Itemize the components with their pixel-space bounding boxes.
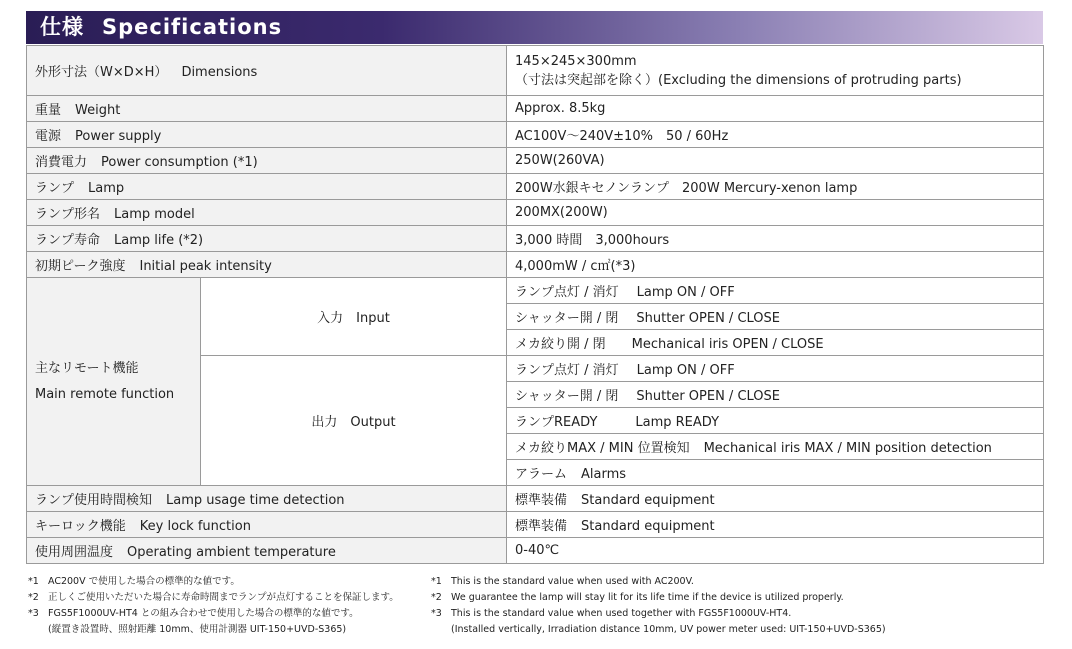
table-row [27,486,1044,512]
row-value: 250W(260VA) [507,148,1044,174]
spec-table [26,45,1044,564]
remote-item: ランプ点灯 / 消灯 Lamp ON / OFF [507,278,1044,304]
row-value: 0-40℃ [507,538,1044,564]
table-row [27,512,1044,538]
remote-item: シャッター開 / 閉 Shutter OPEN / CLOSE [507,382,1044,408]
row-value: AC100V～240V±10% 50 / 60Hz [507,122,1044,148]
remote-item: メカ絞り開 / 閉 Mechanical iris OPEN / CLOSE [507,330,1044,356]
remote-item: ランプREADY Lamp READY [507,408,1044,434]
footnotes-en [431,574,1051,638]
footnotes-jp [28,574,423,638]
row-label: 電源 Power supply [27,122,507,148]
row-label: 重量 Weight [27,96,507,122]
row-value: Approx. 8.5kg [507,96,1044,122]
row-value: 標準装備 Standard equipment [507,512,1044,538]
table-row [27,252,1044,278]
remote-output-label: 出力 Output [201,356,507,486]
row-value: 145×245×300mm （寸法は突起部を除く）(Excluding the dimensions of protruding parts) [507,46,1044,96]
remote-item: アラーム Alarms [507,460,1044,486]
remote-item: メカ絞りMAX / MIN 位置検知 Mechanical iris MAX / MIN position detection [507,434,1044,460]
row-label: 初期ピーク強度 Initial peak intensity [27,252,507,278]
row-label: ランプ Lamp [27,174,507,200]
row-value: 4,000mW / c㎡(*3) [507,252,1044,278]
remote-item: ランプ点灯 / 消灯 Lamp ON / OFF [507,356,1044,382]
table-row [27,278,1044,304]
row-label: 外形寸法（W×D×H） Dimensions [27,46,507,96]
footnote: *1 This is the standard value when used with AC200V. [431,576,694,587]
remote-input-label: 入力 Input [201,278,507,356]
table-row [27,46,1044,96]
row-value: 200W水銀キセノンランプ 200W Mercury-xenon lamp [507,174,1044,200]
table-row [27,148,1044,174]
table-row [27,122,1044,148]
section-header [26,11,1043,44]
remote-item: シャッター開 / 閉 Shutter OPEN / CLOSE [507,304,1044,330]
row-label: ランプ寿命 Lamp life (*2) [27,226,507,252]
table-row [27,96,1044,122]
table-row [27,226,1044,252]
table-row [27,538,1044,564]
footnote: (Installed vertically, Irradiation distance 10mm, UV power meter used: UIT-150+UVD-S365) [451,624,886,635]
row-label: ランプ使用時間検知 Lamp usage time detection [27,486,507,512]
footnote: *2 正しくご使用いただいた場合に寿命時間までランプが点灯することを保証します。 [28,592,399,603]
footnote: *3 This is the standard value when used together with FGS5F1000UV-HT4. [431,608,792,619]
footnote: *2 We guarantee the lamp will stay lit for its life time if the device is utilized properly. [431,592,844,603]
footnote: *1 AC200V で使用した場合の標準的な値です。 [28,576,240,587]
table-row [27,174,1044,200]
row-label: 使用周囲温度 Operating ambient temperature [27,538,507,564]
header-title-jp: 仕様 [40,15,84,39]
row-value: 200MX(200W) [507,200,1044,226]
footnote: (縦置き設置時、照射距離 10mm、使用計測器 UIT-150+UVD-S365) [48,624,347,635]
row-value: 標準装備 Standard equipment [507,486,1044,512]
row-value: 3,000 時間 3,000hours [507,226,1044,252]
row-label: キーロック機能 Key lock function [27,512,507,538]
header-title-en: Specifications [102,15,283,39]
table-row [27,200,1044,226]
row-label: ランプ形名 Lamp model [27,200,507,226]
remote-function-label: 主なリモート機能 Main remote function [27,278,201,486]
row-label: 消費電力 Power consumption (*1) [27,148,507,174]
footnote: *3 FGS5F1000UV-HT4 との組み合わせで使用した場合の標準的な値です。 [28,608,359,619]
